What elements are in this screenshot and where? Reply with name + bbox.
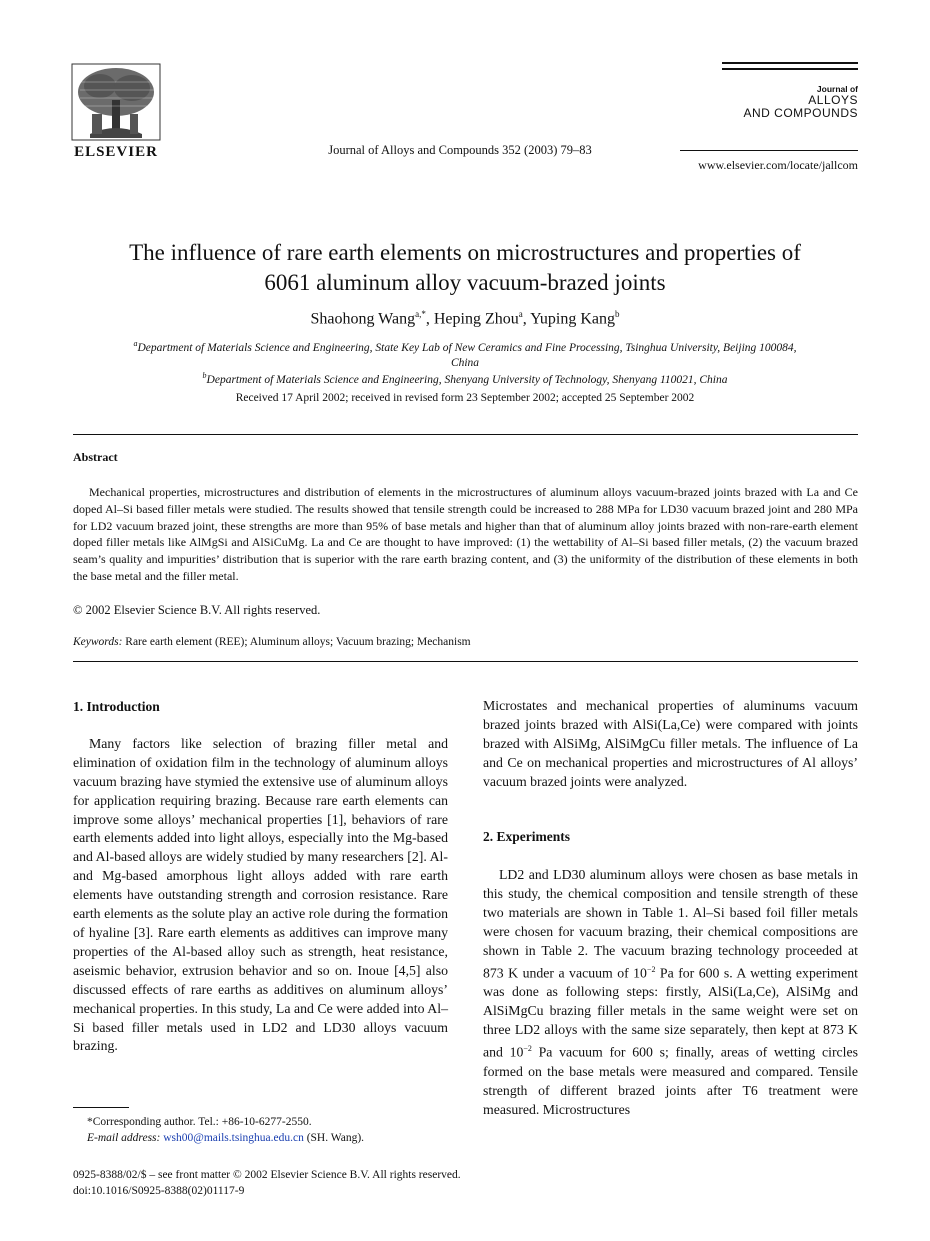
journal-logo [722, 62, 858, 130]
journal-logo-line3: AND COMPOUNDS [743, 106, 858, 120]
affiliation-b [80, 368, 850, 388]
keywords-list: Rare earth element (REE); Aluminum alloys; Vacuum brazing; Mechanism [125, 636, 471, 648]
author-name: Shaohong Wang [310, 310, 416, 328]
text-run: Pa for 600 s. A wetting experiment was done as following steps: firstly, AlSi(La,Ce), AlSiMg and AlSiMgCu brazing filler metals in the same weight were set on three LD2 alloys with the same size separately, then kept at 873 K and 10 [483, 965, 858, 1060]
email-link[interactable]: wsh00@mails.tsinghua.edu.cn [163, 1132, 304, 1144]
text-run: LD2 and LD30 aluminum alloys were chosen as base metals in this study, the chemical composition and tensile strength of these two materials are shown in Table 1. Al–Si based foil filler metals were chosen for vacuum brazing, their chemical compositions are shown in Table 2. The vacuum brazing technology proceeded at 873 K under a vacuum of 10 [483, 867, 858, 981]
publisher-name: ELSEVIER [74, 144, 158, 160]
affiliation-text: Department of Materials Science and Engineering, State Key Lab of New Ceramics and Fine Processing, Tsinghua University, Beijing 100084, [137, 341, 797, 354]
author-mark: a [518, 309, 523, 319]
paragraph: Many factors like selection of brazing filler metal and elimination of oxidation film in the technology of aluminum alloys vacuum brazing have stymied the extensive use of aluminum alloys for application requiring brazing. Because rare earth elements can improve some alloys’ mechanical properties [1], behaviors of rare earth elements added into light alloys, especially into the Mg-based and Al-based alloys are widely studied by many researchers [2]. Al- and Mg-based amorphous light alloys added with rare earth elements have outstanding strength and corrosion resistance. Rare earth elements as the solute play an active role during the formation of hyaline [3]. Rare earth elements as additives can improve many properties of the Al-based alloy such as strength, heat resistance, aseismic behavior, extrusion behavior and so on. Inoue [4,5] also discussed effects of rare earths as additives on aluminum alloys’ mechanical properties. In this study, La and Ce were added into Al–Si based filler metals used in LD2 and LD30 alloys vacuum brazing. [73, 735, 448, 1054]
page-footer [73, 1167, 461, 1199]
header-rule [680, 150, 858, 151]
footnote-rule [73, 1107, 129, 1108]
affiliation-text: Department of Materials Science and Engineering, Shenyang University of Technology, Shenyang 110021, China [206, 373, 728, 386]
email-label: E-mail address: [87, 1132, 161, 1144]
abstract-heading: Abstract [73, 450, 118, 464]
journal-reference: Journal of Alloys and Compounds 352 (2003) 79–83 [328, 143, 592, 157]
section-heading: 1. Introduction [73, 699, 160, 714]
journal-logo-name [743, 94, 858, 120]
superscript: −2 [523, 1044, 532, 1054]
affiliation-a [80, 336, 850, 371]
logo-rule [722, 62, 858, 64]
journal-website[interactable]: www.elsevier.com/locate/jallcom [698, 158, 858, 172]
author-name: Heping Zhou [433, 310, 519, 328]
left-column [73, 698, 448, 1056]
paragraph [483, 866, 858, 1119]
affiliation-text-cont: China [450, 356, 480, 369]
affiliation-mark: a [133, 339, 138, 348]
keywords [73, 636, 471, 648]
title-line-2: 6061 aluminum alloy vacuum-brazed joints [264, 270, 666, 295]
footer-line-1: 0925-8388/02/$ – see front matter © 2002 Elsevier Science B.V. All rights reserved. [73, 1169, 461, 1181]
title-line-1: The influence of rare earth elements on microstructures and properties of [129, 240, 801, 265]
footer-doi: doi:10.1016/S0925-8388(02)01117-9 [73, 1185, 245, 1197]
logo-rule [722, 68, 858, 70]
author-mark: b [615, 309, 620, 319]
journal-logo-line1: Journal of [816, 84, 858, 94]
affiliation-mark: b [202, 371, 207, 380]
paragraph: Microstates and mechanical properties of aluminums vacuum brazed joints brazed with AlSi(La,Ce) were compared with joints brazed with AlSiMg, AlSiMgCu filler metals. The influence of La and Ce on mechanical properties and microstructures of Al alloys’ vacuum brazed joints were analyzed. [483, 698, 858, 789]
article-title [60, 238, 870, 298]
divider [73, 661, 858, 662]
received-dates: Received 17 April 2002; received in revised form 23 September 2002; accepted 25 September 2002 [235, 392, 695, 404]
right-column [483, 697, 858, 1119]
journal-logo-line2: ALLOYS [808, 93, 858, 107]
author-list: Shaohong Wang$^{a,*}$, Heping Zhou$^a$, Yuping Kang$^b$ [310, 309, 620, 328]
elsevier-tree-icon [70, 62, 164, 160]
author-mark: a,* [415, 309, 426, 319]
author-name: Yuping Kang [530, 310, 616, 328]
superscript: −2 [646, 964, 656, 974]
footnote-corresponding: *Corresponding author. Tel.: +86-10-6277-2550. [87, 1116, 312, 1128]
elsevier-logo [70, 62, 164, 160]
email-suffix: (SH. Wang). [306, 1132, 365, 1144]
abstract-copyright: © 2002 Elsevier Science B.V. All rights reserved. [73, 603, 321, 617]
text-run: Pa vacuum for 600 s; finally, areas of wetting circles formed on the base metals were measured and compared. Tensile strength of different brazed joints after T6 treatment were measured. Microstructures [483, 1044, 858, 1117]
keywords-label: Keywords: [73, 636, 123, 648]
footnote-email [73, 1130, 448, 1146]
abstract-text: Mechanical properties, microstructures and distribution of elements in the microstructures of aluminum alloys vacuum-brazed joints brazed with La and Ce doped Al–Si based filler metals were studied. The results showed that tensile strength could be increased to 288 MPa for LD30 vacuum brazed joint and 280 MPa for LD2 vacuum brazed joint, these strengths are more than 95% of base metals and higher than that of aluminum alloy joints brazed with non-rare-earth element doped filler metals like AlMgSi and AlSiCuMg. La and Ce are thought to have improved: (1) the wettability of Al–Si based filler metals, (2) the vacuum brazed seam’s quality and impurities’ distribution that is superior with the rare earth brazing content, and (3) the uniformity of the distribution of these elements in both the base metal and the filler metal. [73, 485, 858, 583]
divider [73, 434, 858, 435]
section-heading: 2. Experiments [483, 828, 570, 844]
